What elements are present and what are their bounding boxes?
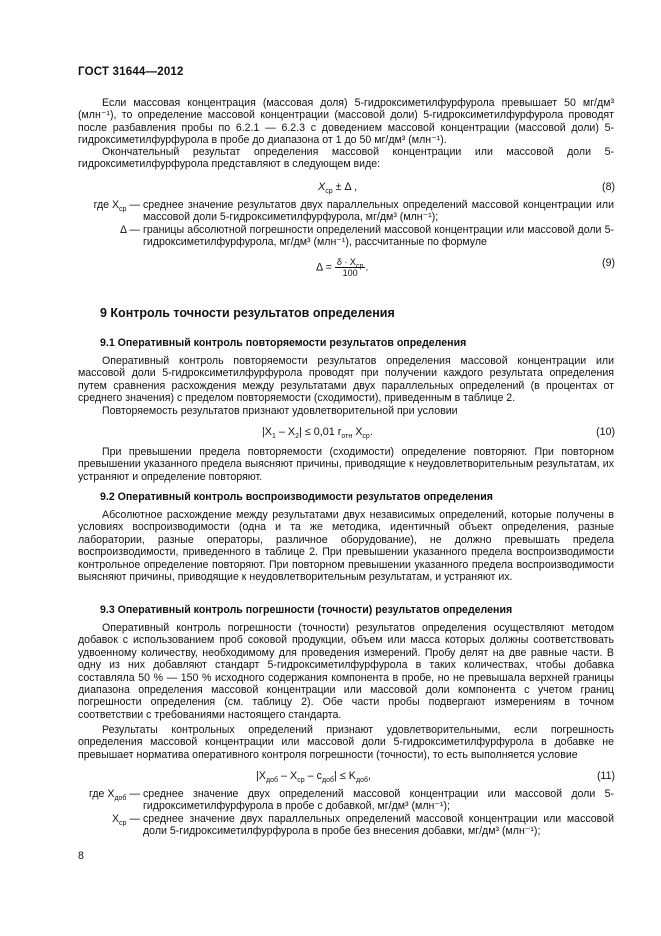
formula-11-number: (11) — [596, 770, 615, 782]
definition-term: где $X_{доб}$ — — [88, 788, 140, 803]
definition-row — [78, 224, 614, 249]
formula-9-fraction — [335, 257, 365, 278]
formula-11: $|X_{доб} - X_{ср} - c_{доб}| \le K_{доб}$, — [256, 770, 371, 785]
paragraph-9-2-reproducibility: Абсолютное расхождение между результатами двух независимых определений, которые получены в условиях воспроизводимости (одна и та же методика, идентичный объект определения, разные лаборатории, разные операторы, различное оборудование), не должно превышать предела воспроизводимости, приведенного в таблице 2. При превышении указанного предела воспроизводимости контрольное определение повторяют. При повторном превышении указанного предела воспроизводимости выясняют причины, приводящие к неудовлетворительным результатам, и устраняют их. — [78, 509, 614, 584]
definition-term: $X_{ср}$ — — [111, 812, 140, 827]
paragraph-final-result: Окончательный результат определения массовой концентрации или массовой доли 5-гидроксиметилфурфурола представляют в следующем виде: — [78, 146, 614, 171]
formula-8-lhs: X — [318, 181, 326, 193]
formula-8-lhs-sub: ср — [325, 188, 333, 196]
definition-term: Δ — — [119, 223, 140, 236]
formula-10: $|X_1 - X_2| \le 0,01$ $r_{отн}$ $X_{ср}$. — [262, 426, 373, 441]
definition-row — [78, 813, 614, 838]
formula-9-tail: . — [365, 261, 369, 274]
definitions-2 — [78, 788, 614, 838]
formula-9-number: (9) — [602, 257, 615, 269]
formula-9-denominator: 100 — [342, 268, 358, 278]
formula-9 — [316, 257, 368, 278]
paragraph-9-1-exceed: При превышении предела повторяемости (сходимости) определение повторяют. При повторном превышении указанного предела выясняют причины, приводящие к неудовлетворительным результатам, их устраняют и определение повторяют. — [78, 446, 614, 483]
formula-8-rhs: ± Δ , — [332, 181, 358, 193]
paragraph-9-3-additions: Оперативный контроль погрешности (точности) результатов определения осуществляют методом добавок с использованием проб соковой продукции, объем или масса которых должны соответствовать удвоенному количеству, необходимому для проведения измерений. Пробу делят на две равные части. В одну из них добавляют стандарт 5-гидроксиметилфурфурола в таких количествах, чтобы добавка составляла 50 % — 150 % исходного содержания компонента в пробе, но не превышала верхней границы диапазона определения массовой концентрации или массовой доли компонента с учетом границ погрешности определения (см. таблицу 2). Обе части пробы подвергают измерениям в точном соответствии с требованиями настоящего стандарта. — [78, 622, 614, 721]
definitions-1 — [78, 199, 614, 249]
formula-9-numerator: $\delta \cdot X_{ср}$ — [336, 257, 364, 270]
paragraph-9-1-condition: Повторяемость результатов признают удовлетворительной при условии — [102, 405, 458, 417]
paragraph-9-1-repeatability: Оперативный контроль повторяемости результатов определения массовой концентрации или массовой доли 5-гидроксиметилфурфурола проводят при получении каждого результата определения путем сравнения расхождения между результатами двух параллельных определений (в процентах от среднего значения) с пределом повторяемости (сходимости), приведенным в таблице 2. — [78, 355, 614, 405]
formula-8-number: (8) — [602, 181, 615, 193]
definition-row — [78, 199, 614, 224]
paragraph-dilution: Если массовая концентрация (массовая доля) 5-гидроксиметилфурфурола превышает 50 мг/дм³ (млн⁻¹), то определение массовой концентрации (массовой доли) 5-гидроксиметилфурфурола проводят после разбавления пробы по 6.2.1 — 6.2.3 с доведением массовой концентрации (массовой доли) 5-гидроксиметилфурфурола в пробе до диапазона от 1 до 50 мг/дм³ (млн⁻¹). — [78, 97, 614, 147]
page-number: 8 — [78, 850, 84, 862]
formula-10-number: (10) — [596, 426, 615, 438]
formula-8 — [318, 181, 358, 196]
definition-row — [78, 788, 614, 813]
definition-text: среднее значение результатов двух параллельных определений массовой концентрации или массовой доли 5-гидроксиметилфурфурола, мг/дм³ (млн⁻¹); — [143, 199, 614, 224]
formula-9-lhs: Δ = — [316, 261, 332, 274]
definition-text: границы абсолютной погрешности определений массовой концентрации или массовой доли 5-гидроксиметилфурфурола, мг/дм³ (млн⁻¹), рассчитанные по формуле — [143, 223, 614, 249]
definition-text: среднее значение двух параллельных определений массовой концентрации или массовой доли 5-гидроксиметилфурфурола в пробе без внесения добавки, мг/дм³ (млн⁻¹); — [143, 812, 614, 838]
definition-text: среднее значение двух определений массовой концентрации или массовой доли 5-гидроксиметилфурфурола в пробе с добавкой, мг/дм³ (млн⁻¹); — [143, 788, 614, 813]
section-9-1-heading: 9.1 Оперативный контроль повторяемости результатов определения — [100, 337, 467, 349]
document-header: ГОСТ 31644—2012 — [78, 66, 184, 78]
paragraph-9-3-criteria: Результаты контрольных определений признают удовлетворительными, если погрешность определения массовой концентрации или массовой доли 5-гидроксиметилфурфурола в добавке не превышает норматива оперативного контроля погрешности (точности), то есть выполняется условие — [78, 724, 614, 761]
section-9-3-heading: 9.3 Оперативный контроль погрешности (точности) результатов определения — [100, 604, 513, 616]
definition-term: где $X_{ср}$ — — [93, 199, 140, 214]
section-9-2-heading: 9.2 Оперативный контроль воспроизводимости результатов определения — [100, 491, 493, 503]
section-9-heading: 9 Контроль точности результатов определения — [100, 306, 395, 320]
